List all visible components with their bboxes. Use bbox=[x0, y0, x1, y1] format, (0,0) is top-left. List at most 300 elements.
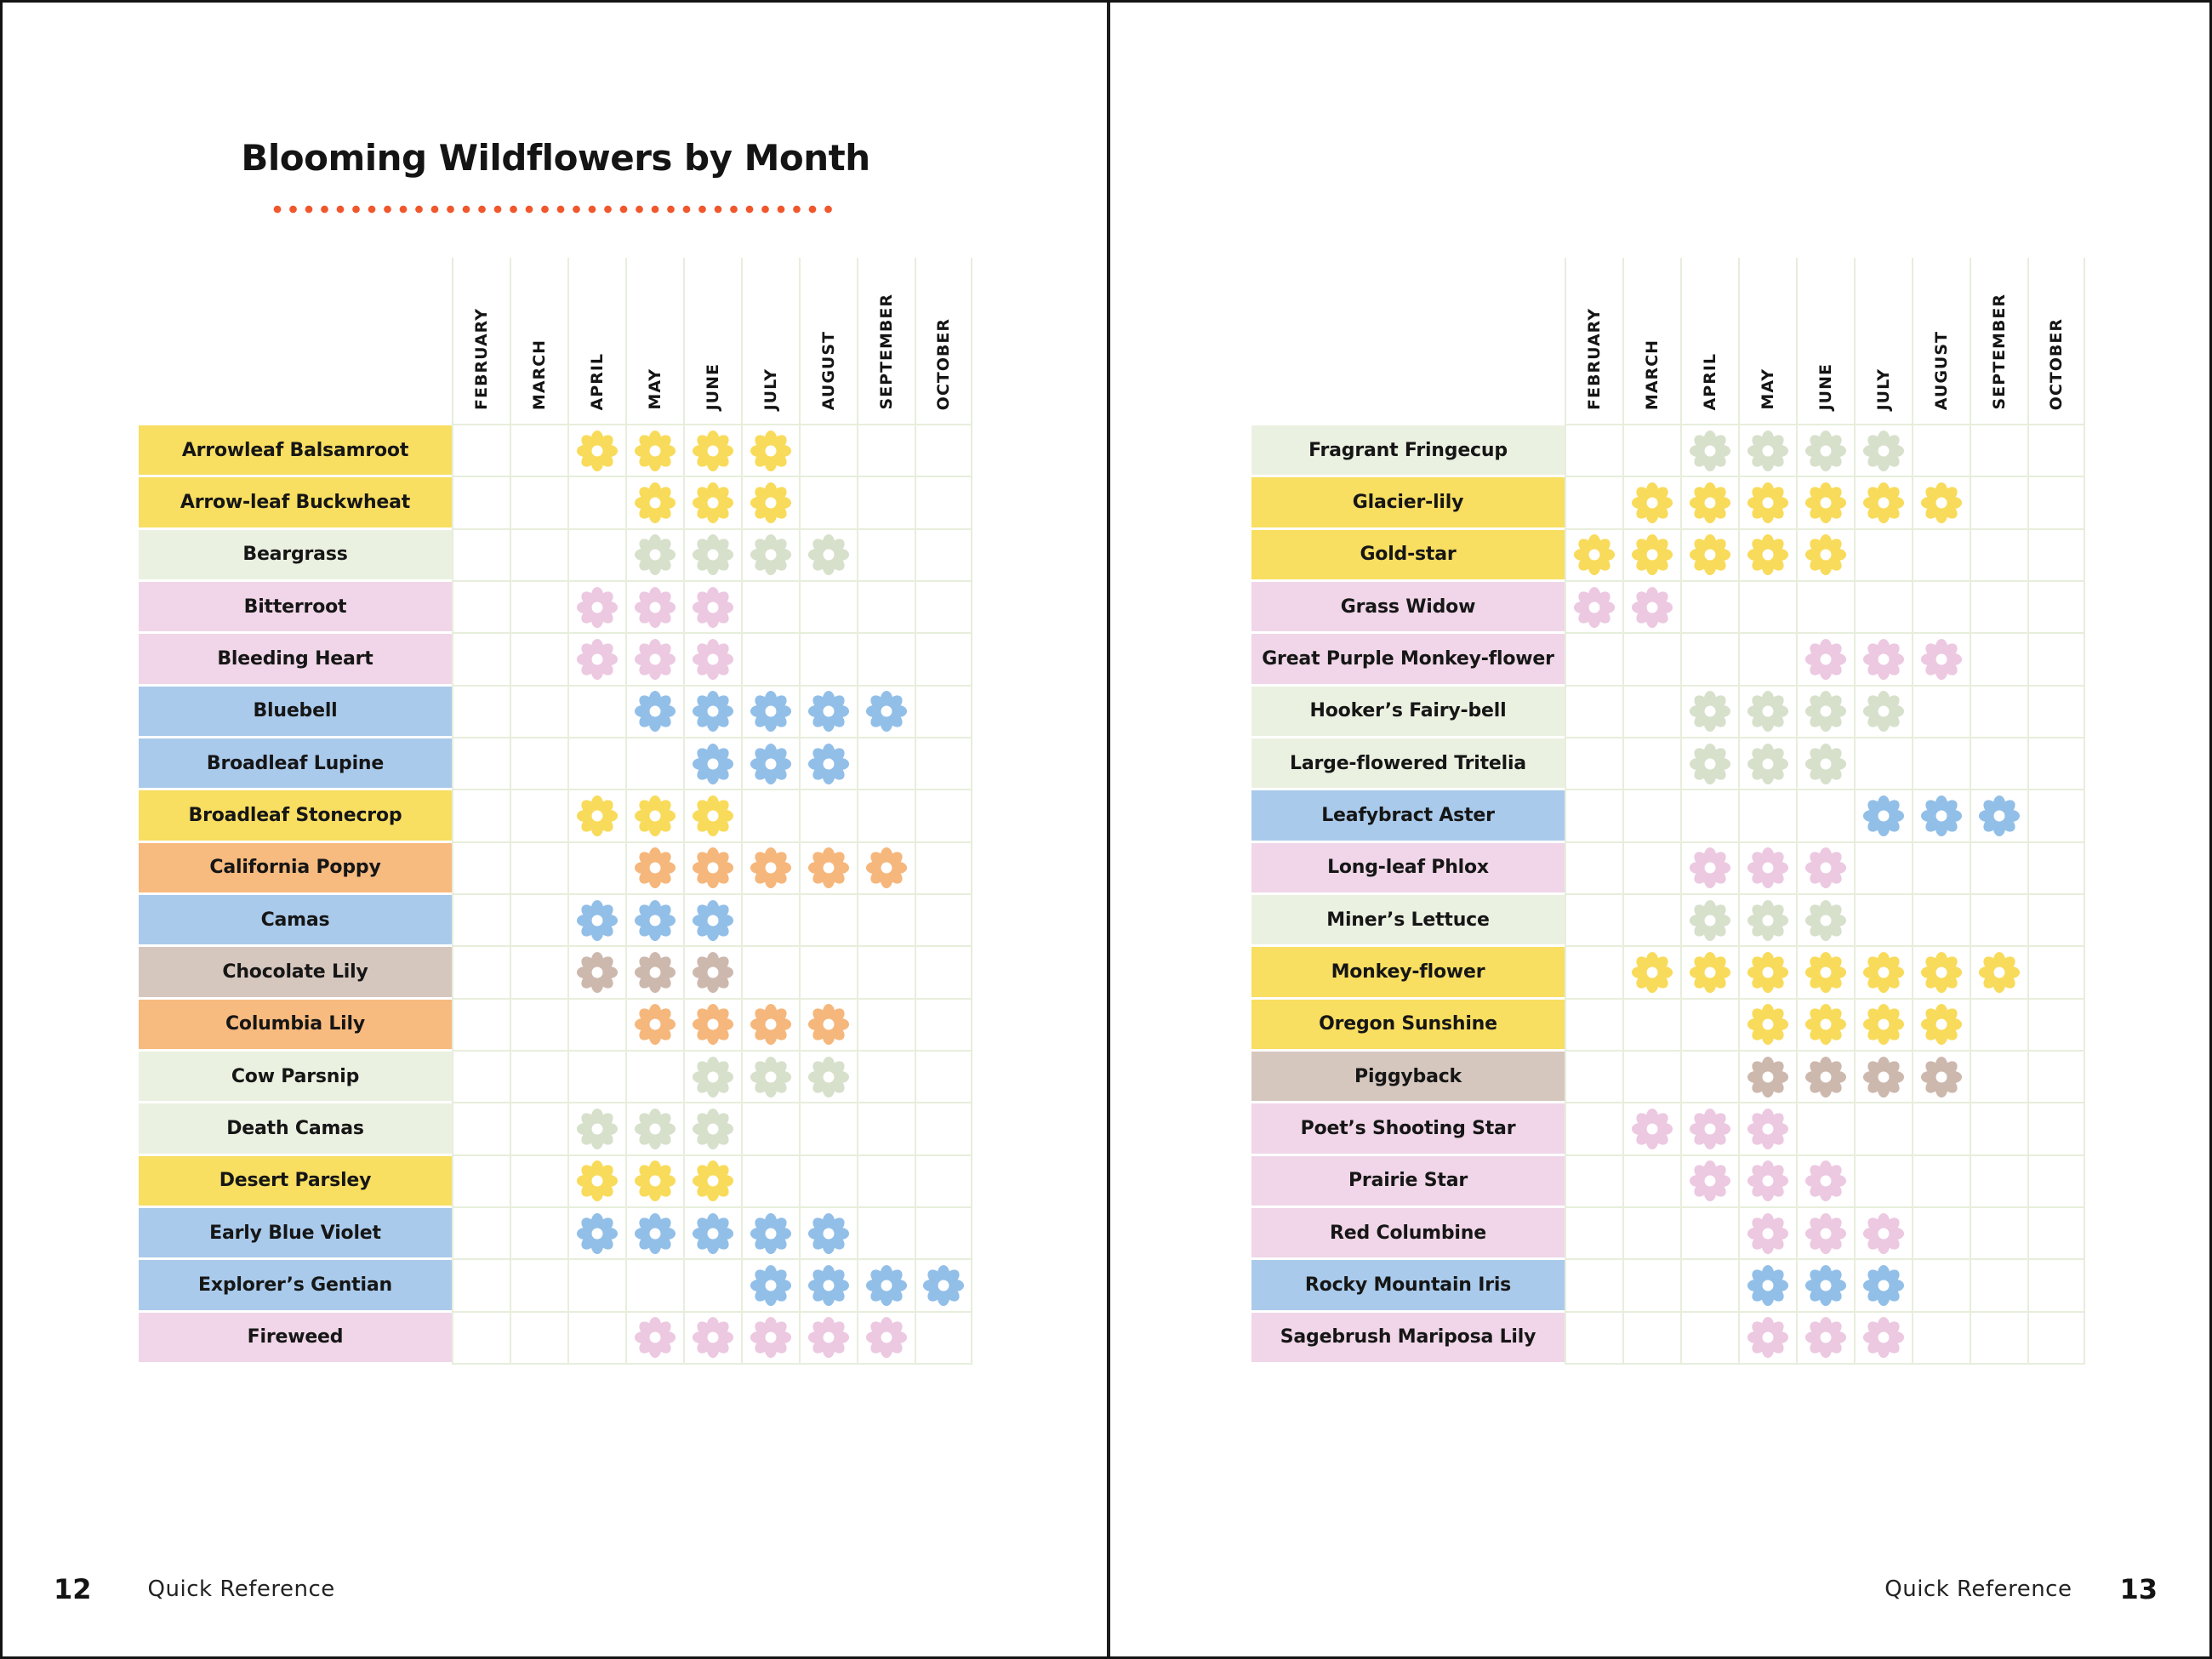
table-row bbox=[1251, 843, 2085, 895]
month-cell bbox=[1565, 1260, 1622, 1312]
month-cell bbox=[1912, 1052, 1970, 1103]
flower-icon bbox=[1689, 951, 1731, 994]
flower-icon bbox=[634, 638, 676, 681]
month-header bbox=[625, 258, 683, 425]
flower-icon bbox=[692, 586, 734, 629]
flower-icon bbox=[807, 743, 850, 785]
month-cell bbox=[1738, 634, 1796, 686]
flower-icon bbox=[750, 533, 792, 576]
month-cell bbox=[915, 582, 972, 634]
month-cell bbox=[1796, 947, 1854, 999]
month-cell bbox=[452, 425, 510, 477]
flower-icon bbox=[1747, 690, 1789, 733]
month-cell bbox=[1622, 530, 1680, 582]
table-row bbox=[1251, 582, 2085, 634]
month-cell bbox=[510, 530, 567, 582]
month-cell bbox=[1912, 687, 1970, 738]
flower-icon bbox=[1862, 1056, 1905, 1098]
flower-icon bbox=[576, 1160, 619, 1202]
flower-icon bbox=[576, 899, 619, 942]
flower-icon bbox=[807, 1056, 850, 1098]
month-cell bbox=[625, 1156, 683, 1208]
month-cell bbox=[799, 1000, 857, 1052]
month-header-label: SEPTEMBER bbox=[877, 294, 896, 410]
flower-name-cell: Piggyback bbox=[1251, 1052, 1565, 1103]
flower-icon bbox=[634, 1212, 676, 1255]
month-header-row bbox=[139, 258, 972, 425]
flower-name-cell: Long-leaf Phlox bbox=[1251, 843, 1565, 895]
flower-icon bbox=[692, 690, 734, 733]
month-cell bbox=[452, 1313, 510, 1365]
month-cell bbox=[1796, 582, 1854, 634]
month-cell bbox=[1565, 477, 1622, 529]
flower-name-cell: Prairie Star bbox=[1251, 1156, 1565, 1208]
month-cell bbox=[857, 530, 915, 582]
flower-icon bbox=[1920, 951, 1963, 994]
month-cell bbox=[1565, 843, 1622, 895]
month-cell bbox=[1738, 687, 1796, 738]
month-cell bbox=[1796, 634, 1854, 686]
month-cell bbox=[1738, 1103, 1796, 1155]
month-cell bbox=[741, 1313, 799, 1365]
month-cell bbox=[510, 1260, 567, 1312]
month-cell bbox=[1854, 530, 1912, 582]
flower-icon bbox=[1920, 1056, 1963, 1098]
month-cell bbox=[1680, 790, 1738, 842]
month-cell bbox=[1622, 1313, 1680, 1365]
flower-icon bbox=[807, 847, 850, 889]
month-cell bbox=[1565, 530, 1622, 582]
month-cell bbox=[567, 634, 625, 686]
month-cell bbox=[2027, 1000, 2085, 1052]
month-cell bbox=[1738, 1260, 1796, 1312]
month-cell bbox=[567, 1052, 625, 1103]
month-cell bbox=[510, 895, 567, 947]
month-cell bbox=[1854, 477, 1912, 529]
month-cell bbox=[510, 790, 567, 842]
month-cell bbox=[567, 687, 625, 738]
flower-icon bbox=[1862, 951, 1905, 994]
month-cell bbox=[1738, 582, 1796, 634]
month-cell bbox=[2027, 1103, 2085, 1155]
month-cell bbox=[510, 687, 567, 738]
month-header bbox=[1854, 258, 1912, 425]
flower-icon bbox=[865, 847, 908, 889]
month-header bbox=[1565, 258, 1622, 425]
footer-left bbox=[54, 1573, 335, 1605]
flower-icon bbox=[1862, 1316, 1905, 1359]
running-header: Quick Reference bbox=[1884, 1576, 2072, 1602]
month-cell bbox=[1796, 530, 1854, 582]
month-cell bbox=[683, 1208, 741, 1260]
flower-icon bbox=[576, 951, 619, 994]
month-cell bbox=[741, 687, 799, 738]
flower-icon bbox=[807, 533, 850, 576]
month-cell bbox=[915, 477, 972, 529]
flower-icon bbox=[692, 899, 734, 942]
flower-icon bbox=[692, 482, 734, 524]
month-cell bbox=[1854, 1156, 1912, 1208]
flower-name-cell: Beargrass bbox=[139, 530, 452, 582]
month-header-label: APRIL bbox=[1701, 352, 1719, 410]
flower-icon bbox=[1978, 795, 2021, 837]
flower-name-cell: Bitterroot bbox=[139, 582, 452, 634]
month-cell bbox=[1912, 947, 1970, 999]
month-cell bbox=[1622, 1000, 1680, 1052]
month-cell bbox=[915, 530, 972, 582]
flower-name-cell: Bluebell bbox=[139, 687, 452, 738]
month-cell bbox=[567, 1000, 625, 1052]
month-cell bbox=[2027, 843, 2085, 895]
month-cell bbox=[1738, 530, 1796, 582]
month-cell bbox=[799, 1208, 857, 1260]
month-cell bbox=[2027, 634, 2085, 686]
month-cell bbox=[857, 790, 915, 842]
month-cell bbox=[625, 530, 683, 582]
flower-icon bbox=[807, 1316, 850, 1359]
month-cell bbox=[1912, 1260, 1970, 1312]
month-cell bbox=[1854, 425, 1912, 477]
month-cell bbox=[799, 1313, 857, 1365]
flower-icon bbox=[1862, 690, 1905, 733]
month-header-label: JUNE bbox=[1816, 362, 1835, 410]
month-cell bbox=[452, 582, 510, 634]
month-cell bbox=[1970, 1156, 2027, 1208]
month-cell bbox=[915, 947, 972, 999]
month-cell bbox=[510, 425, 567, 477]
flower-icon bbox=[1689, 690, 1731, 733]
month-cell bbox=[741, 947, 799, 999]
table-row bbox=[139, 895, 972, 947]
flower-icon bbox=[1747, 1160, 1789, 1202]
month-cell bbox=[1565, 1208, 1622, 1260]
flower-icon bbox=[634, 847, 676, 889]
month-cell bbox=[1738, 790, 1796, 842]
month-cell bbox=[625, 790, 683, 842]
month-cell bbox=[2027, 425, 2085, 477]
month-cell bbox=[1565, 634, 1622, 686]
table-row bbox=[1251, 1156, 2085, 1208]
flower-icon bbox=[1689, 533, 1731, 576]
month-cell bbox=[1622, 895, 1680, 947]
month-cell bbox=[452, 634, 510, 686]
month-cell bbox=[1738, 477, 1796, 529]
month-cell bbox=[1622, 1052, 1680, 1103]
month-cell bbox=[1912, 477, 1970, 529]
flower-icon bbox=[576, 1108, 619, 1150]
month-cell bbox=[2027, 582, 2085, 634]
month-cell bbox=[1854, 1313, 1912, 1365]
month-cell bbox=[625, 425, 683, 477]
month-cell bbox=[625, 687, 683, 738]
month-cell bbox=[1970, 1103, 2027, 1155]
month-header-label: JULY bbox=[1874, 368, 1893, 410]
month-cell bbox=[452, 687, 510, 738]
month-header-label: MAY bbox=[1759, 368, 1777, 410]
flower-icon bbox=[634, 533, 676, 576]
month-cell bbox=[1796, 1260, 1854, 1312]
month-cell bbox=[510, 1156, 567, 1208]
flower-icon bbox=[634, 1160, 676, 1202]
flower-icon bbox=[1689, 847, 1731, 889]
flower-icon bbox=[692, 533, 734, 576]
flower-name-cell: Sagebrush Mariposa Lily bbox=[1251, 1313, 1565, 1365]
month-cell bbox=[1622, 738, 1680, 790]
month-header-label: MAY bbox=[646, 368, 664, 410]
flower-icon bbox=[634, 1108, 676, 1150]
month-cell bbox=[567, 1313, 625, 1365]
flower-icon bbox=[1804, 1056, 1847, 1098]
table-row bbox=[1251, 1052, 2085, 1103]
flower-name-cell: Glacier-lily bbox=[1251, 477, 1565, 529]
table-row bbox=[139, 1000, 972, 1052]
month-cell bbox=[799, 687, 857, 738]
flower-icon bbox=[692, 743, 734, 785]
month-cell bbox=[567, 582, 625, 634]
flower-icon bbox=[922, 1264, 965, 1307]
month-cell bbox=[1854, 634, 1912, 686]
month-cell bbox=[683, 1156, 741, 1208]
flower-icon bbox=[1862, 795, 1905, 837]
flower-icon bbox=[750, 430, 792, 472]
month-cell bbox=[1622, 1103, 1680, 1155]
flower-icon bbox=[692, 1316, 734, 1359]
month-cell bbox=[915, 895, 972, 947]
month-cell bbox=[741, 1000, 799, 1052]
month-cell bbox=[1970, 738, 2027, 790]
month-cell bbox=[683, 582, 741, 634]
month-cell bbox=[2027, 477, 2085, 529]
month-cell bbox=[2027, 1208, 2085, 1260]
flower-icon bbox=[1862, 1003, 1905, 1046]
month-cell bbox=[1796, 1000, 1854, 1052]
month-cell bbox=[1622, 1208, 1680, 1260]
flower-name-cell: Red Columbine bbox=[1251, 1208, 1565, 1260]
month-header bbox=[1680, 258, 1738, 425]
flower-icon bbox=[692, 1108, 734, 1150]
flower-name-cell: Cow Parsnip bbox=[139, 1052, 452, 1103]
month-header bbox=[683, 258, 741, 425]
month-cell bbox=[567, 1156, 625, 1208]
month-cell bbox=[741, 1156, 799, 1208]
month-header bbox=[2027, 258, 2085, 425]
month-cell bbox=[1796, 895, 1854, 947]
month-header-label: APRIL bbox=[588, 352, 607, 410]
month-cell bbox=[915, 1052, 972, 1103]
flower-icon bbox=[1689, 1108, 1731, 1150]
month-cell bbox=[857, 1313, 915, 1365]
table-row bbox=[1251, 1313, 2085, 1365]
month-cell bbox=[2027, 1260, 2085, 1312]
flower-name-cell: Miner’s Lettuce bbox=[1251, 895, 1565, 947]
flower-name-cell: California Poppy bbox=[139, 843, 452, 895]
month-cell bbox=[915, 738, 972, 790]
month-header-label: JULY bbox=[761, 368, 780, 410]
month-cell bbox=[1680, 1313, 1738, 1365]
month-cell bbox=[1854, 687, 1912, 738]
month-cell bbox=[683, 738, 741, 790]
flower-icon bbox=[634, 1316, 676, 1359]
flower-icon bbox=[750, 1212, 792, 1255]
month-cell bbox=[1970, 477, 2027, 529]
month-cell bbox=[452, 1103, 510, 1155]
month-cell bbox=[857, 634, 915, 686]
month-cell bbox=[799, 582, 857, 634]
table-row bbox=[139, 790, 972, 842]
month-header bbox=[915, 258, 972, 425]
month-cell bbox=[683, 634, 741, 686]
table-row bbox=[139, 947, 972, 999]
month-cell bbox=[741, 425, 799, 477]
month-cell bbox=[1565, 1313, 1622, 1365]
month-header bbox=[1738, 258, 1796, 425]
month-cell bbox=[1854, 947, 1912, 999]
month-cell bbox=[1796, 1103, 1854, 1155]
flower-icon bbox=[1747, 743, 1789, 785]
flower-name-cell: Rocky Mountain Iris bbox=[1251, 1260, 1565, 1312]
flower-icon bbox=[1631, 951, 1673, 994]
month-cell bbox=[799, 947, 857, 999]
month-cell bbox=[1970, 687, 2027, 738]
flower-icon bbox=[1920, 1003, 1963, 1046]
month-cell bbox=[1796, 1313, 1854, 1365]
month-cell bbox=[1854, 1103, 1912, 1155]
month-cell bbox=[1854, 843, 1912, 895]
month-cell bbox=[683, 1260, 741, 1312]
flower-icon bbox=[1920, 795, 1963, 837]
flower-name-cell: Poet’s Shooting Star bbox=[1251, 1103, 1565, 1155]
month-cell bbox=[741, 582, 799, 634]
flower-icon bbox=[576, 638, 619, 681]
month-cell bbox=[1796, 1208, 1854, 1260]
month-cell bbox=[857, 687, 915, 738]
month-header bbox=[452, 258, 510, 425]
month-cell bbox=[452, 738, 510, 790]
flower-icon bbox=[576, 586, 619, 629]
month-cell bbox=[1912, 738, 1970, 790]
flower-name-cell: Explorer’s Gentian bbox=[139, 1260, 452, 1312]
month-cell bbox=[567, 738, 625, 790]
month-cell bbox=[799, 1052, 857, 1103]
month-cell bbox=[1622, 634, 1680, 686]
flower-icon bbox=[634, 586, 676, 629]
flower-icon bbox=[1804, 1003, 1847, 1046]
flower-icon bbox=[692, 430, 734, 472]
table-row bbox=[1251, 634, 2085, 686]
month-cell bbox=[1970, 1313, 2027, 1365]
dotted-rule-decoration bbox=[273, 205, 840, 214]
table-row bbox=[1251, 947, 2085, 999]
month-cell bbox=[915, 843, 972, 895]
month-header bbox=[567, 258, 625, 425]
flower-icon bbox=[865, 1264, 908, 1307]
table-row bbox=[139, 634, 972, 686]
month-cell bbox=[1680, 1103, 1738, 1155]
month-cell bbox=[452, 790, 510, 842]
flower-icon bbox=[634, 795, 676, 837]
table-row bbox=[1251, 1208, 2085, 1260]
month-cell bbox=[1912, 530, 1970, 582]
month-cell bbox=[1912, 425, 1970, 477]
month-cell bbox=[1912, 1000, 1970, 1052]
month-cell bbox=[452, 530, 510, 582]
table-row bbox=[139, 1313, 972, 1365]
month-cell bbox=[915, 1000, 972, 1052]
flower-icon bbox=[634, 690, 676, 733]
month-header bbox=[799, 258, 857, 425]
flower-icon bbox=[1920, 482, 1963, 524]
flower-icon bbox=[692, 638, 734, 681]
flower-icon bbox=[1689, 1160, 1731, 1202]
month-cell bbox=[1970, 790, 2027, 842]
month-cell bbox=[625, 1000, 683, 1052]
month-cell bbox=[1854, 1208, 1912, 1260]
month-cell bbox=[741, 634, 799, 686]
month-cell bbox=[567, 530, 625, 582]
month-cell bbox=[741, 738, 799, 790]
month-cell bbox=[1565, 582, 1622, 634]
month-header-label: OCTOBER bbox=[2047, 317, 2066, 410]
month-cell bbox=[857, 1156, 915, 1208]
month-cell bbox=[1912, 843, 1970, 895]
month-cell bbox=[1738, 895, 1796, 947]
month-cell bbox=[857, 738, 915, 790]
month-cell bbox=[1680, 530, 1738, 582]
month-cell bbox=[625, 947, 683, 999]
month-cell bbox=[799, 790, 857, 842]
month-cell bbox=[683, 1313, 741, 1365]
flower-name-cell: Broadleaf Lupine bbox=[139, 738, 452, 790]
month-cell bbox=[2027, 687, 2085, 738]
month-cell bbox=[567, 425, 625, 477]
flower-icon bbox=[1747, 1108, 1789, 1150]
month-header-label: FEBRUARY bbox=[1585, 308, 1604, 410]
month-cell bbox=[1796, 1052, 1854, 1103]
month-cell bbox=[1738, 738, 1796, 790]
month-header-row bbox=[1251, 258, 2085, 425]
month-cell bbox=[1970, 1052, 2027, 1103]
month-cell bbox=[683, 895, 741, 947]
month-cell bbox=[683, 687, 741, 738]
month-header-label: JUNE bbox=[704, 362, 722, 410]
month-cell bbox=[1912, 1313, 1970, 1365]
month-cell bbox=[915, 1260, 972, 1312]
header-spacer bbox=[1251, 258, 1565, 425]
month-cell bbox=[1912, 1156, 1970, 1208]
month-cell bbox=[1565, 1000, 1622, 1052]
month-cell bbox=[1970, 1260, 2027, 1312]
month-cell bbox=[1680, 425, 1738, 477]
month-cell bbox=[857, 843, 915, 895]
bloom-table-left bbox=[139, 258, 972, 1365]
month-cell bbox=[915, 634, 972, 686]
month-cell bbox=[510, 738, 567, 790]
month-cell bbox=[799, 1103, 857, 1155]
month-header bbox=[1970, 258, 2027, 425]
month-header-label: AUGUST bbox=[819, 330, 838, 410]
table-row bbox=[139, 1052, 972, 1103]
month-cell bbox=[1970, 1208, 2027, 1260]
month-cell bbox=[1912, 1103, 1970, 1155]
flower-name-cell: Early Blue Violet bbox=[139, 1208, 452, 1260]
month-cell bbox=[741, 477, 799, 529]
flower-icon bbox=[1747, 847, 1789, 889]
table-row bbox=[1251, 687, 2085, 738]
month-cell bbox=[741, 1208, 799, 1260]
month-cell bbox=[857, 425, 915, 477]
month-cell bbox=[1796, 687, 1854, 738]
month-cell bbox=[1854, 1260, 1912, 1312]
